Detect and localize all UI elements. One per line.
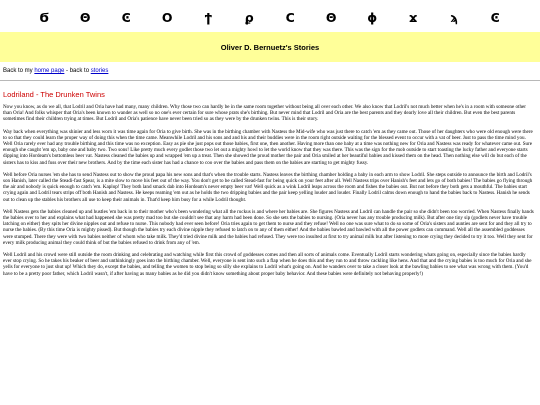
- story-title: Lodriland - The Drunken Twins: [3, 90, 105, 99]
- nav-separator: - back to: [64, 68, 91, 74]
- site-title: Oliver D. Bernuetz's Stories: [220, 43, 320, 52]
- header-glyph: Ϲ: [285, 10, 296, 25]
- stories-link[interactable]: stories: [90, 68, 109, 74]
- header-glyph: Ͼ: [121, 10, 132, 25]
- story-paragraph: Well Lodril and his crowd were still outside the room drinking and celebrating and watching while first this crowd of goddesses comes and then all sorts of animals come. Eventually Lodril starts wondering whats going on, especially since the babies hardly ever stop crying. So he takes his beaker of beer and unthinkingly goes into the birthing chamber. Well, everyone is sent into such a flap when he does this and they run to and throw cackling like hens. And that and the crying babies is too much for Oria and she yells for everyone to just shut up! Which they do, except the babies, and telling the women to stop being so silly she explains to Lodril what's going on. And he wanders over to take a closer look at the bawling babies to see what was wrong with them. (You'd have to be a pretty poor father, which Lodril wasn't, if after having as many babies as he did you didn't know something about proper baby behavior. And these babies were definitely not behaving properly!): [3, 252, 532, 277]
- header-glyph: Θ: [325, 10, 338, 25]
- header-glyph: Θ: [79, 10, 92, 25]
- header-glyph: Ο: [161, 10, 174, 25]
- header-glyph: ϼ: [244, 10, 255, 25]
- header-glyph: ϕ: [367, 10, 378, 25]
- home-page-link[interactable]: home page: [34, 68, 65, 74]
- header-glyph: Ϭ: [39, 10, 50, 25]
- header-glyph: Ͼ: [490, 10, 501, 25]
- decorative-glyph-banner: [0, 10, 540, 25]
- header-glyph: ϡ: [450, 10, 459, 25]
- breadcrumb: [3, 68, 108, 74]
- story-body: [3, 104, 535, 283]
- divider: [0, 80, 540, 81]
- story-paragraph: Well before Oria nurses 'em she has to send Nastess out to show the proud papa his new sons and that's when the trouble starts. Nastess leaves the birthing chamber holding a baby in each arm to show Lodril. She steps outside to announce the birth and Lodril's son Hanish, later called the Steadi-fast Spear, is a mite slow to move his feet out of the way. You don't get to be called Stead-fast for being quick on your feet after all. Well Nastess trips over Hanish's feet and lets go of both babies! The babies go flying through the air and nobody is quick enough to catch 'em. Kaplop! They both land smack dab into Hordeam's never empty beer vat! Well quick as a wink Lodril leaps across the room and fishes the babies out. But not before they both gets a mouthful. The babies start crying again and Lodril tears strips off both Hanish and Nastess. He keeps reaming 'em out as he holds the two dripping babies and the pair keep yelling louder and louder. Finally Lodril calms down enough to hand the babies back to Nastess. Hanish he sends out to clean up the stables his brothers all use to keep their animals in. That'd keep him busy for a while Lodril thought.: [3, 171, 533, 203]
- story-paragraph: Well Nastess gets the babies cleaned up and hustles 'em back in to their mother who's been wondering what all the ruckus is and where her babies are. She figures Nastess and Lodril can handle the pair so she didn't been too worried. When Nastess finally hands the babies over to her and explains what had happened she was pretty mad too but she couldn't see that any harm had been done. So she sets the babies to nursing. (Oria never has any trouble producing milk). But after one tiny sip (godlets never have trouble latching on either) they spits her divine nipples out and refuse to nurse. This nobody had ever seen before! Oria tries again to get them to nurse and they refuse! Well no one was sure what to do so some of Oria's sisters and aunties are sent for and they all try to nurse the babies. (By this time Oria is mighty pissed). But though the babies try each divine nipple they refused to latch on to any of them either! And the babies bawled and bawled with all the power godlets can command. Well all the assembled goddesses were stumped. There they were with two babies neither of whom who take milk. They'd tried divine milk and the babies had refused. They were too insulted at first to try animal milk but after listening to more crying they decided to try it too. Well they sent for every milk producing animal they could think of but the babies refused to drink from any of 'em.: [3, 208, 534, 246]
- story-paragraph: Now you know, as do we all, that Lodril and Oria have had many, many children. Why those two can hardly be in the same room together without being all over each other. We also know that Lodril's not much better when he's in a room with someone other than Oria! And folks whisper that Oria's been known to wander as well so no one's ever certain for sure whose prats she's birthing. But never mind that Lodril and Oria are the best parents and they dearly love all their children. But even the best parents sometimes find their children trying at times. But Lodril and Oria's patience have never been tried so as they were by the drunken twins. This is their story.: [3, 104, 526, 123]
- header-glyph: ϯ: [204, 10, 213, 25]
- story-paragraph: Way back when everything was shinier and less worn it was time again for Oria to give birth. She was in the birthing chamber with Nastess the Mid-wife who was just there to catch 'em as they came out. Those of her daughters who were old enough were there to so that they could learn the proper way of doing this when the time came. Meanwhile Lodril and his sons and and his and their buddies were in the room right outside waiting for the blessed event to occur with a vat of beer. Just to pass the time mind you. Well Oria rarely ever had any trouble birthing and this time was no exception. Easy as pie she just pops out those babies, first one, then another. Having more than one baby at a time was nothing new for Oria and Nastess was ready for whatever came out. Sure enough she caught 'em up, baby one and baby two. Two sons! Like pretty much every godlet those two let out a mighty howl to let the world know that they was there. This was the sign for the mob outside to start toasting the lucky father and everyone starts dipping into Hordeam's bottomless beer vat. Nastess cleaned the babies up and wrapped 'em up a treat. Then she showed the proud mother the pair and Oria smiled at her beautiful babies and kissed them on the head. Then nothing else will do but each of the sisters has to kiss and fuss over their new brothers. And by the time each sister has had a chance to coo over the babies and pass them on the babies are starting to get mighty fussy.: [3, 128, 533, 166]
- header-glyph: ϫ: [409, 10, 418, 25]
- nav-prefix: Back to my: [3, 68, 35, 74]
